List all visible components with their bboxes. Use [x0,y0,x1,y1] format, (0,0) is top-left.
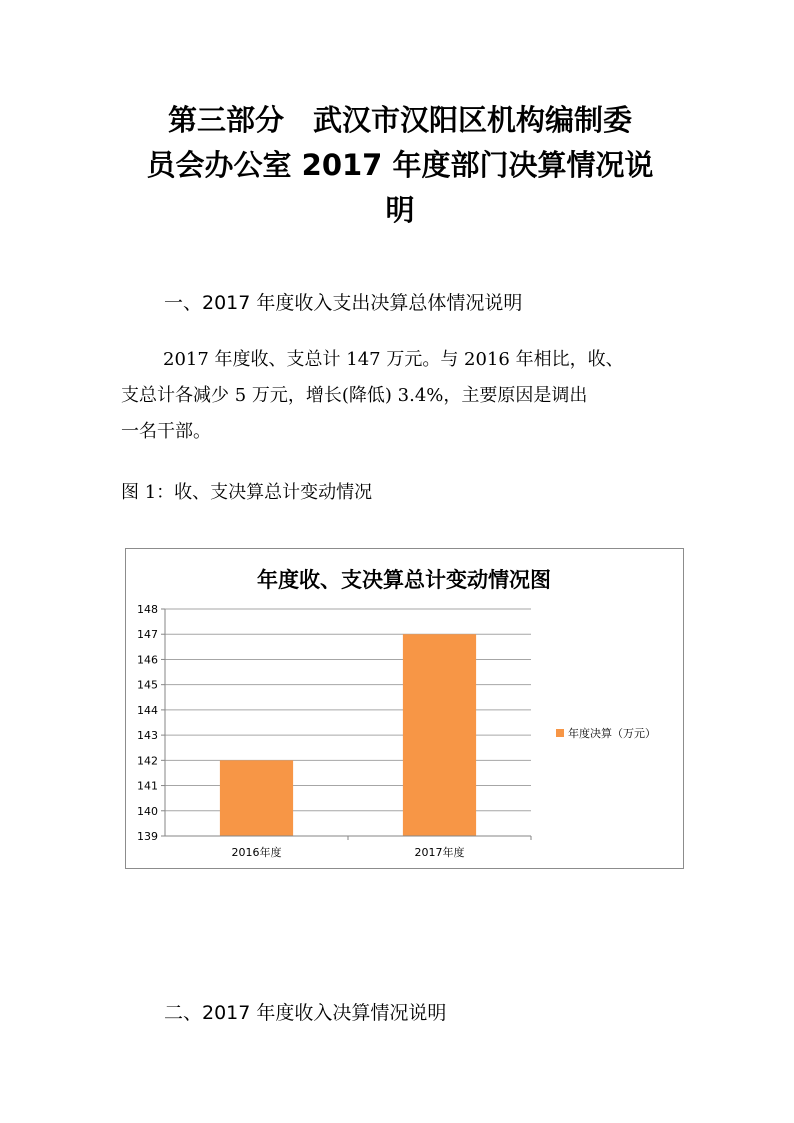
title-line-3: 明 [385,193,415,227]
y-tick-label: 140 [137,804,158,818]
section-1-heading: 一、2017 年度收入支出决算总体情况说明 [164,292,523,314]
chart-frame [125,548,684,869]
x-category-label: 2016年度 [231,846,282,859]
document-title [120,98,680,233]
x-axis-labels [232,836,532,859]
x-category-label: 2017年度 [414,846,465,859]
legend-label: 年度决算（万元） [568,727,656,740]
figure-caption: 图 1：收、支决算总计变动情况 [121,482,373,503]
paragraph-line-1: 2017 年度收、支总计 147 万元。与 2016 年相比，收、 [163,349,624,370]
y-tick-label: 139 [137,830,158,843]
y-axis-ticks [137,603,165,843]
y-tick-label: 146 [137,653,158,667]
paragraph-line-3: 一名干部。 [121,421,211,442]
y-tick-label: 145 [137,678,158,692]
bar-2 [403,634,476,836]
legend [556,726,656,740]
y-tick-label: 144 [137,703,158,717]
y-tick-label: 143 [137,729,158,743]
y-tick-label: 148 [137,603,158,616]
chart-title: 年度收、支决算总计变动情况图 [257,568,551,592]
title-line-1: 第三部分 武汉市汉阳区机构编制委 [167,103,632,137]
bar-chart [126,549,683,868]
y-tick-label: 142 [137,754,158,768]
legend-swatch [556,729,564,737]
title-line-2: 员会办公室 2017 年度部门决算情况说 [146,148,654,182]
section-2-heading: 二、2017 年度收入决算情况说明 [164,1002,447,1024]
paragraph-line-2: 支总计各减少 5 万元，增长(降低) 3.4%，主要原因是调出 [121,385,588,406]
bar-1 [220,760,293,836]
y-tick-label: 141 [137,779,158,793]
y-tick-label: 147 [137,628,158,642]
grid-lines [165,609,531,836]
summary-paragraph [121,342,661,450]
